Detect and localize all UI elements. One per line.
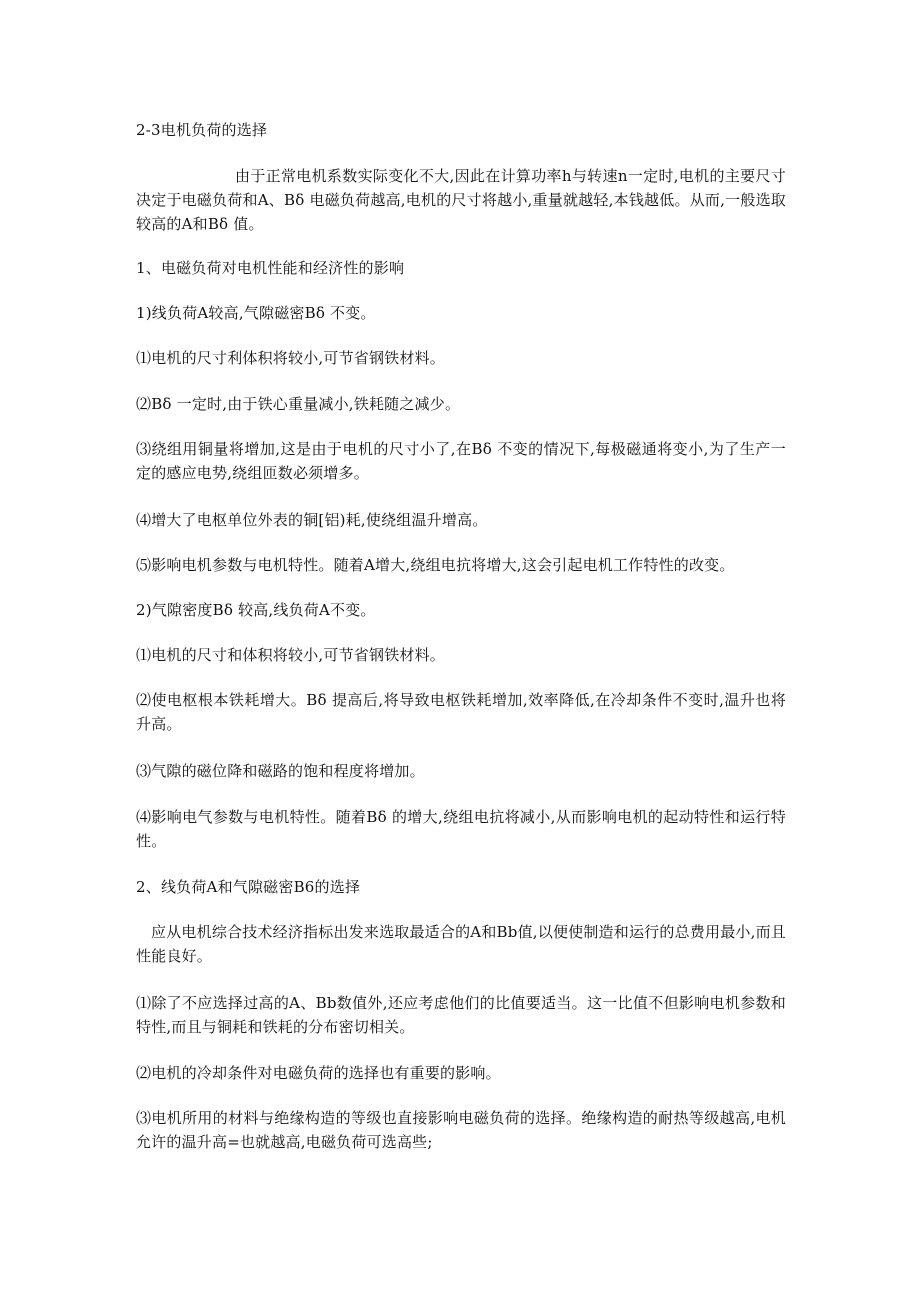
list-item: ⑷影响电气参数与电机特性。随着Bδ 的增大,绕组电抗将减小,从而影响电机的起动特性和运行特性。 (136, 808, 786, 850)
list-item: ⑵Bδ 一定时,由于铁心重量减小,铁耗随之减少。 (136, 395, 461, 413)
list-item: ⑸影响电机参数与电机特性。随着A增大,绕组电抗将增大,这会引起电机工作特性的改变。 (136, 556, 735, 574)
list-item: ⑶电机所用的材料与绝缘构造的等级也直接影响电磁负荷的选择。绝缘构造的耐热等级越高,电机允许的温升高=也就越高,电磁负荷可选高些; (136, 1109, 786, 1151)
list-item: ⑶绕组用铜量将增加,这是由于电机的尺寸小了,在Bδ 不变的情况下,每极磁通将变小,为了生产一定的感应电势,绕组匝数必须增多。 (136, 440, 786, 482)
section-title: 2-3电机负荷的选择 (136, 121, 268, 139)
heading-2: 2、线负荷A和气隙磁密B6的选择 (136, 878, 361, 896)
list-item: ⑶气隙的磁位降和磁路的饱和程度将增加。 (136, 762, 425, 780)
subheading-1: 1)线负荷A较高,气隙磁密Bδ 不变。 (136, 304, 376, 322)
list-item: ⑴电机的尺寸利体积将较小,可节省钢铁材料。 (136, 349, 445, 367)
list-item: ⑷增大了电枢单位外表的铜[铝)耗,使绕组温升增高。 (136, 511, 488, 529)
list-item: ⑵使电枢根本铁耗增大。Bδ 提高后,将导致电枢铁耗增加,效率降低,在冷却条件不变时,温升也将升高。 (136, 691, 786, 733)
subheading-2: 2)气隙密度Bδ 较高,线负荷A不变。 (136, 601, 376, 619)
intro-paragraph: 由于正常电机系数实际变化不大,因此在计算功率h与转速n一定时,电机的主要尺寸决定于电磁负荷和A、Bδ 电磁负荷越高,电机的尺寸将越小,重量就越轻,本钱越低。从而,一般选取较高的A和Bδ 值。 (136, 167, 786, 233)
section-2-paragraph: 应从电机综合技术经济指标出发来选取最适合的A和Bb值,以便使制造和运行的总费用最小,而且性能良好。 (136, 923, 786, 965)
list-item: ⑴除了不应选择过高的A、Bb数值外,还应考虑他们的比值要适当。这一比值不但影响电机参数和特性,而且与铜耗和铁耗的分布密切相关。 (136, 994, 786, 1036)
list-item: ⑵电机的冷却条件对电磁负荷的选择也有重要的影响。 (136, 1064, 501, 1082)
list-item: ⑴电机的尺寸和体积将较小,可节省钢铁材料。 (136, 646, 445, 664)
heading-1: 1、电磁负荷对电机性能和经济性的影响 (136, 259, 405, 277)
